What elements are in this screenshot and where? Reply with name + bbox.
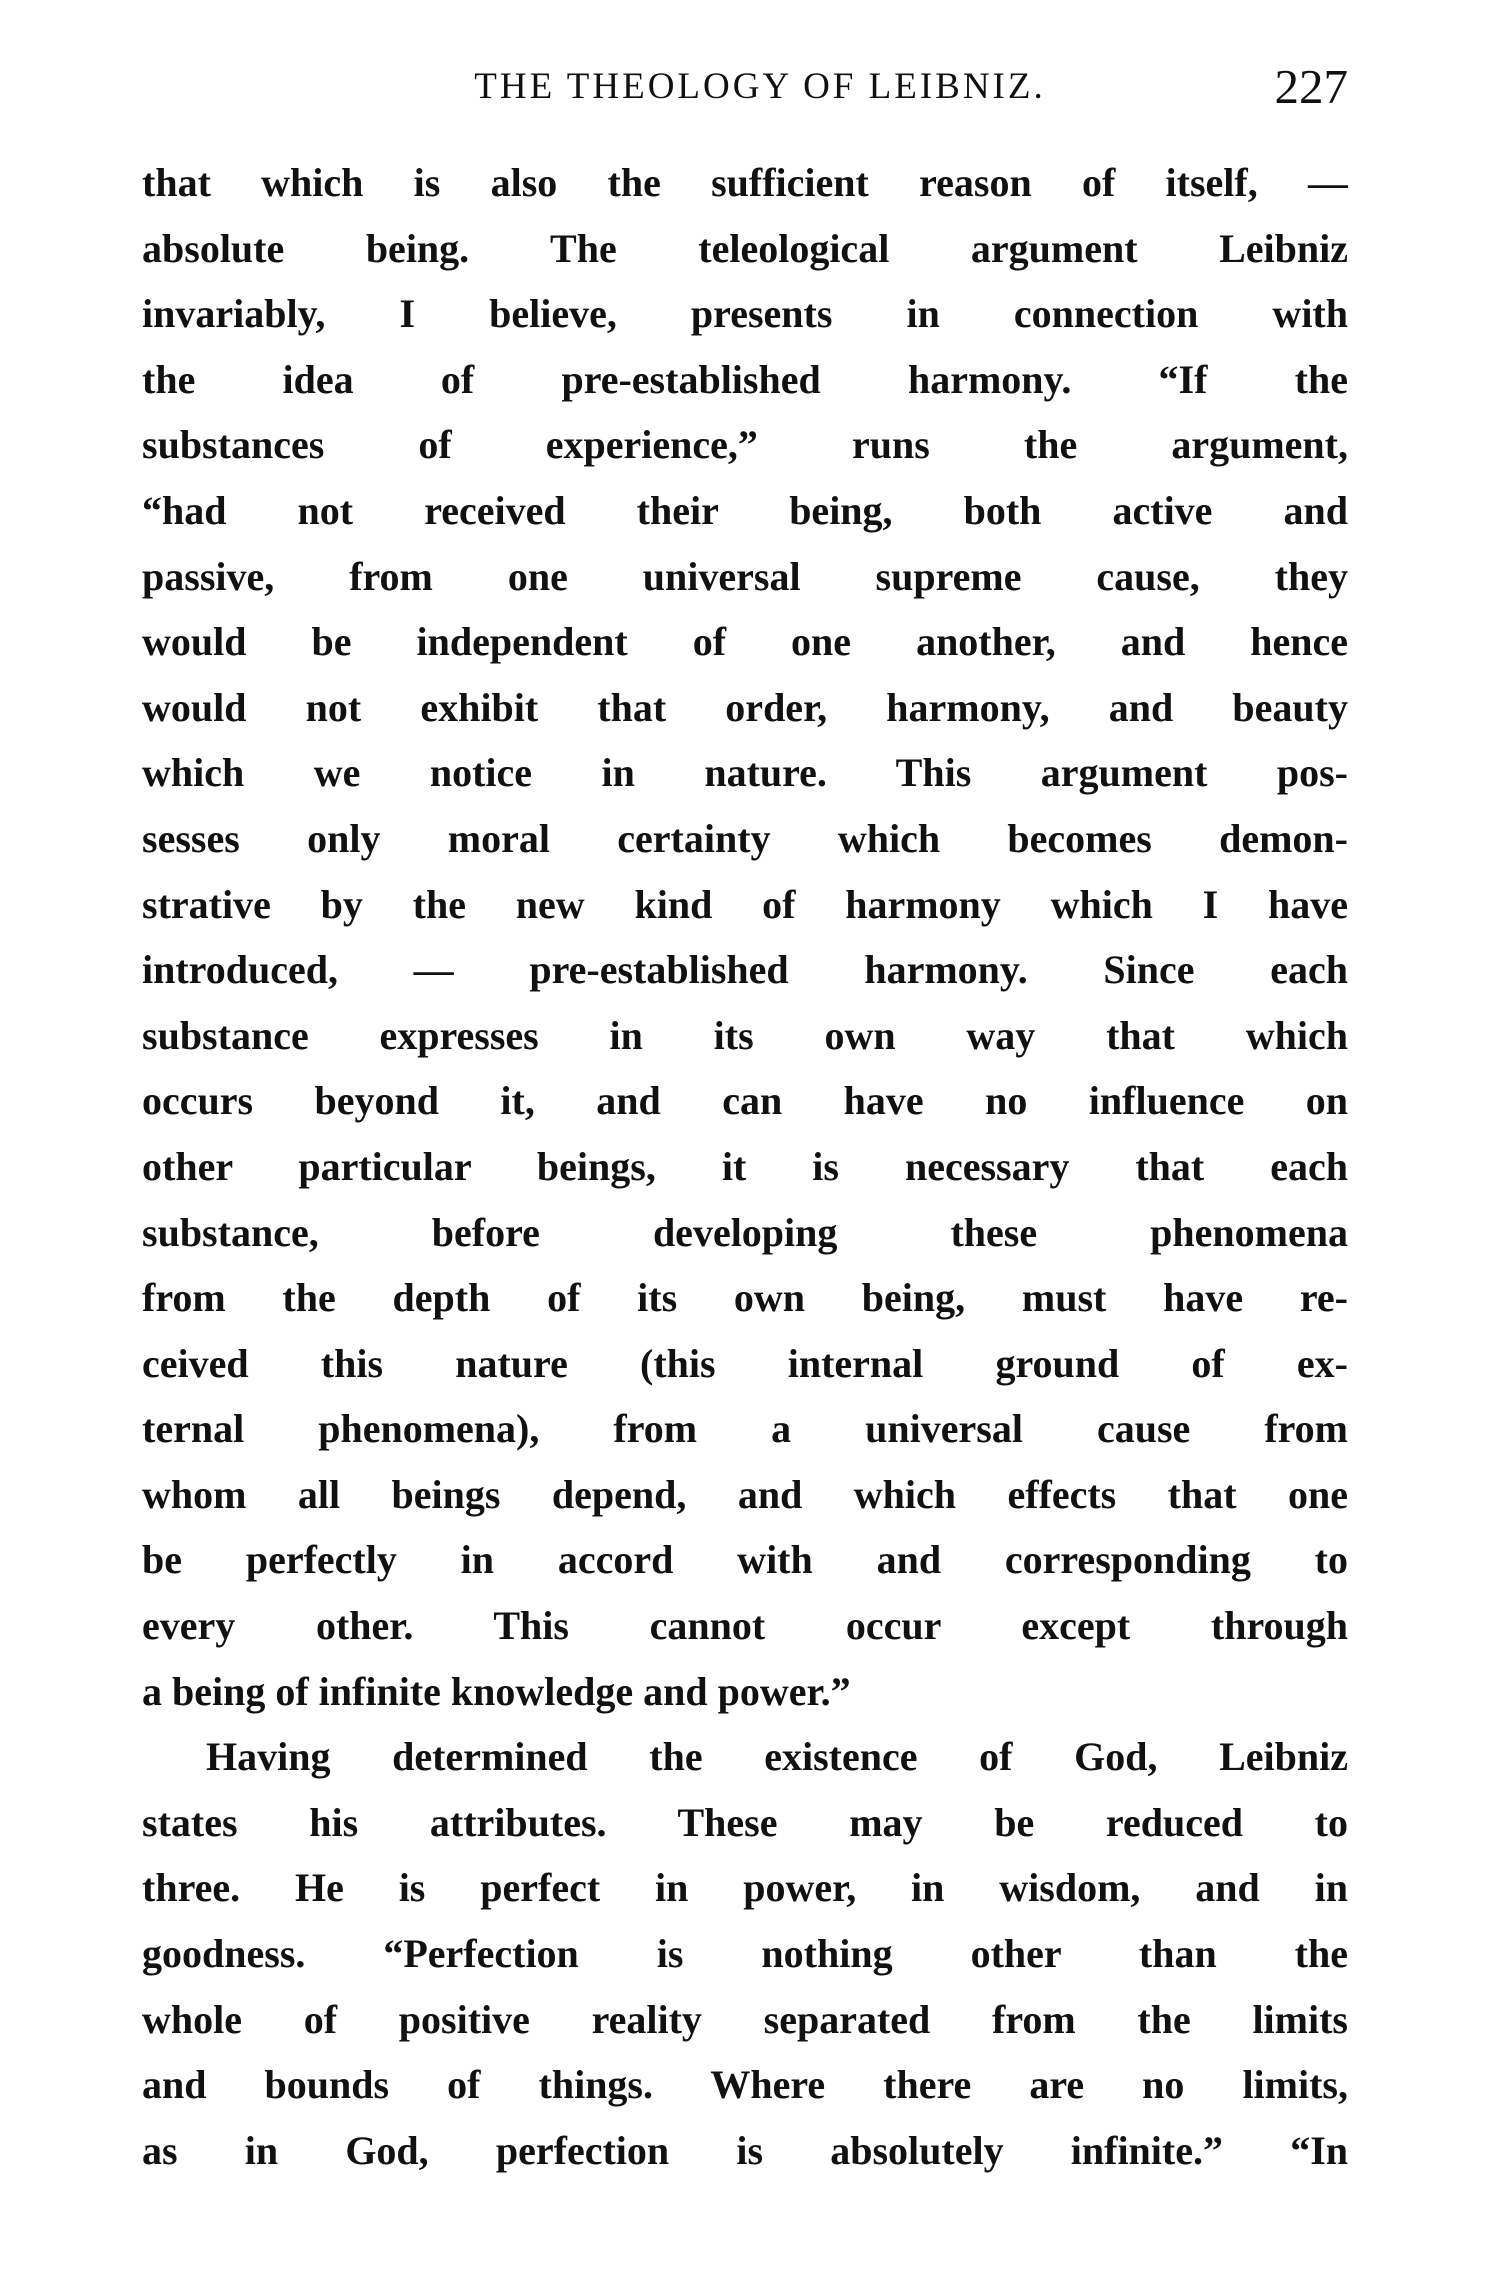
text-line: “had not received their being, both active and <box>142 487 1348 533</box>
text-line: and bounds of things. Where there are no limits, <box>142 2062 1348 2108</box>
text-line: sesses only moral certainty which becomes demon- <box>142 815 1348 861</box>
text-line: would be independent of one another, and hence <box>142 619 1348 665</box>
text-line: which we notice in nature. This argument pos- <box>142 750 1348 796</box>
text-line: substance, before developing these phenomena <box>142 1209 1348 1255</box>
page-number: 227 <box>1274 59 1348 114</box>
text-line: strative by the new kind of harmony which I have <box>142 881 1348 927</box>
text-line: whom all beings depend, and which effects that one <box>142 1471 1348 1517</box>
text-line: every other. This cannot occur except through <box>142 1603 1348 1649</box>
text-line: would not exhibit that order, harmony, and beauty <box>142 684 1348 730</box>
running-head-title: THE THEOLOGY OF LEIBNIZ. <box>474 66 1046 107</box>
text-line: from the depth of its own being, must have re- <box>142 1275 1348 1321</box>
text-line: invariably, I believe, presents in connection with <box>142 291 1348 337</box>
running-head <box>142 52 1348 122</box>
text-line: occurs beyond it, and can have no influence on <box>142 1078 1348 1124</box>
text-line: whole of positive reality separated from the limits <box>142 1996 1348 2042</box>
text-line: goodness. “Perfection is nothing other than the <box>142 1931 1348 1977</box>
text-line: be perfectly in accord with and corresponding to <box>142 1537 1348 1583</box>
text-line: states his attributes. These may be reduced to <box>142 1799 1348 1845</box>
text-line: substance expresses in its own way that which <box>142 1012 1348 1058</box>
text-line: absolute being. The teleological argument Leibniz <box>142 225 1348 271</box>
text-line: ternal phenomena), from a universal cause from <box>142 1406 1348 1452</box>
text-line: passive, from one universal supreme cause, they <box>142 553 1348 599</box>
text-line: as in God, perfection is absolutely infinite.” “In <box>142 2127 1348 2173</box>
text-line: substances of experience,” runs the argument, <box>142 422 1348 468</box>
text-line: a being of infinite knowledge and power.” <box>142 1668 851 1714</box>
text-line: the idea of pre-established harmony. “If the <box>142 356 1348 402</box>
text-line: introduced, — pre-established harmony. Since each <box>142 947 1348 993</box>
text-line: other particular beings, it is necessary that each <box>142 1143 1348 1189</box>
text-line: that which is also the sufficient reason of itself, — <box>142 160 1348 205</box>
body-text <box>142 150 1348 2183</box>
text-line: Having determined the existence of God, Leibniz <box>206 1734 1348 1780</box>
text-line: ceived this nature (this internal ground of ex- <box>142 1340 1348 1386</box>
text-line: three. He is perfect in power, in wisdom, and in <box>142 1865 1348 1911</box>
